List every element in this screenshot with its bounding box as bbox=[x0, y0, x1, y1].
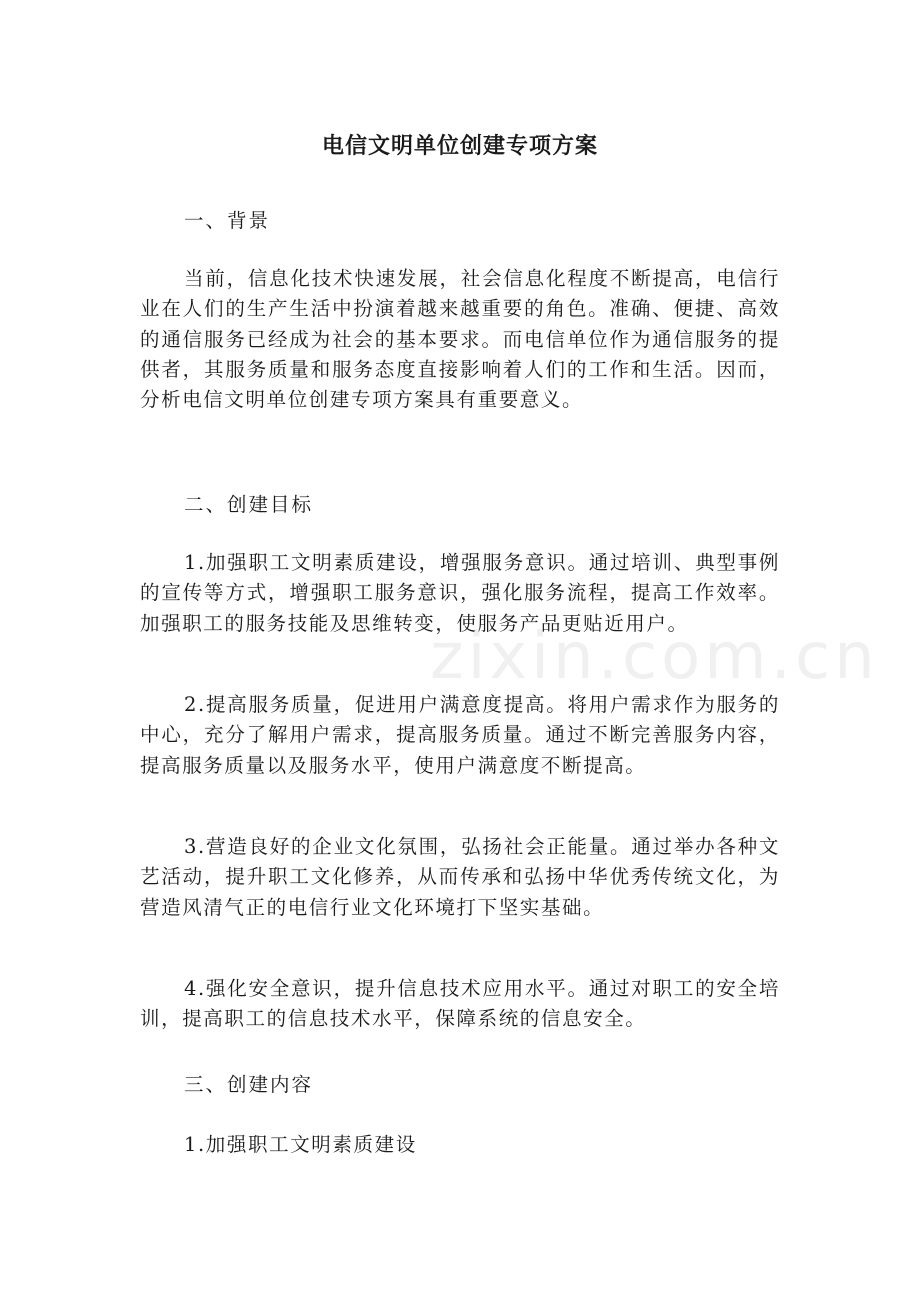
section-heading-goals: 二、创建目标 bbox=[184, 493, 314, 516]
goal-item-4: 4.强化安全意识，提升信息技术应用水平。通过对职工的安全培训，提高职工的信息技术水平，保障系统的信息安全。 bbox=[140, 977, 780, 1031]
content-item-1: 1.加强职工文明素质建设 bbox=[184, 1133, 417, 1156]
section-heading-content: 三、创建内容 bbox=[184, 1073, 314, 1096]
document-title: 电信文明单位创建专项方案 bbox=[321, 134, 598, 159]
goal-item-2: 2.提高服务质量，促进用户满意度提高。将用户需求作为服务的中心，充分了解用户需求，提高服务质量。通过不断完善服务内容，提高服务质量以及服务水平，使用户满意度不断提高。 bbox=[140, 693, 780, 777]
site-watermark: zixin.com.cn bbox=[430, 620, 879, 694]
paragraph-background: 当前，信息化技术快速发展，社会信息化程度不断提高，电信行业在人们的生产生活中扮演着越来越重要的角色。准确、便捷、高效的通信服务已经成为社会的基本要求。而电信单位作为通信服务的提供者，其服务质量和服务态度直接影响着人们的工作和生活。因而，分析电信文明单位创建专项方案具有重要意义。 bbox=[140, 267, 780, 412]
goal-item-1: 1.加强职工文明素质建设，增强服务意识。通过培训、典型事例的宣传等方式，增强职工服务意识，强化服务流程，提高工作效率。加强职工的服务技能及思维转变，使服务产品更贴近用户。 bbox=[140, 551, 780, 635]
goal-item-3: 3.营造良好的企业文化氛围，弘扬社会正能量。通过举办各种文艺活动，提升职工文化修养，从而传承和弘扬中华优秀传统文化，为营造风清气正的电信行业文化环境打下坚实基础。 bbox=[140, 835, 780, 919]
section-heading-background: 一、背景 bbox=[184, 209, 271, 232]
